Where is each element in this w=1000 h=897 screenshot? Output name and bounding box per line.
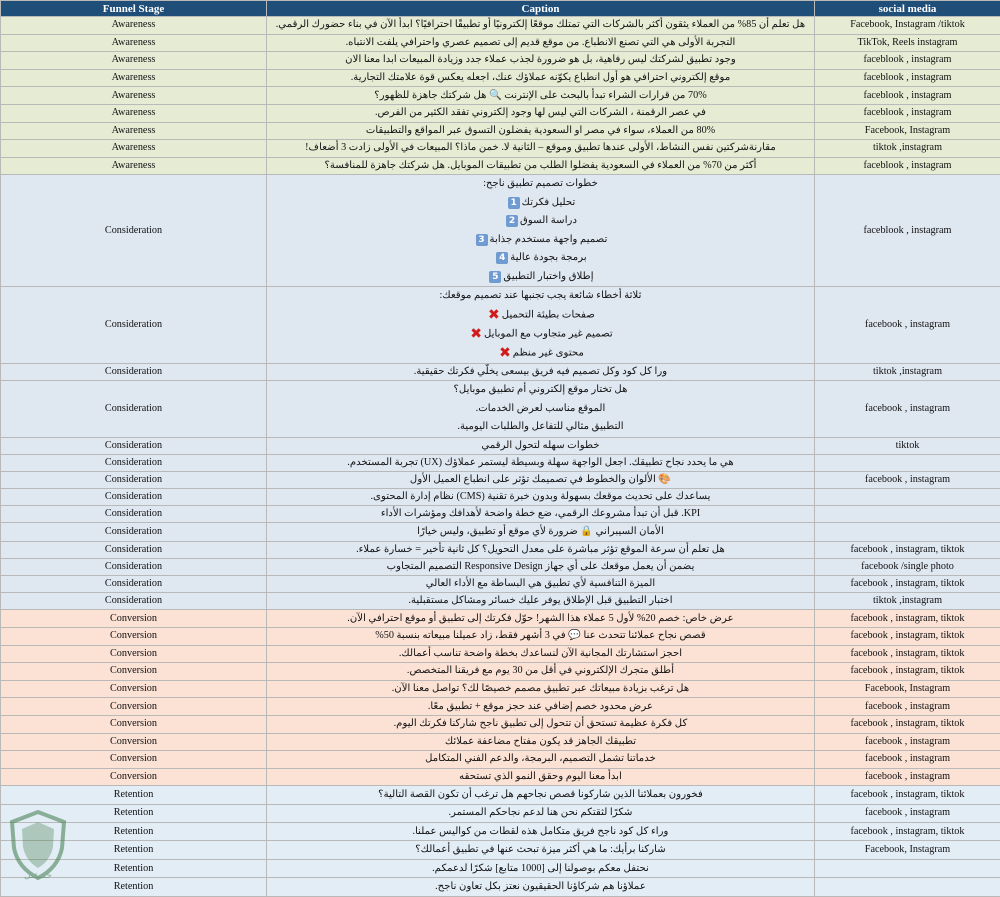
social-media-cell[interactable]: faceblook , instagram	[815, 52, 1000, 70]
caption-cell[interactable]: ابدأ معنا اليوم وحقق النمو الذي تستحقه	[267, 768, 815, 786]
funnel-stage-cell[interactable]: Conversion	[1, 698, 267, 716]
table-row	[1, 576, 1000, 593]
table-row	[1, 87, 1000, 105]
number-badge-icon: 4	[496, 252, 508, 264]
caption-cell[interactable]: التجربة الأولى هي التي تصنع الانطباع. من موقع قديم إلى تصميم عصري واحترافي يلفت الانتباه.	[267, 34, 815, 52]
social-media-cell[interactable]: facebook , instagram	[815, 698, 1000, 716]
caption-cell[interactable]	[267, 287, 815, 364]
social-media-cell[interactable]: TikTok, Reels instagram	[815, 34, 1000, 52]
caption-cell[interactable]: نحتفل معكم بوصولنا إلى [1000 متابع] شكرًا لدعمكم.	[267, 859, 815, 877]
social-media-cell[interactable]: Facebook, Instagram	[815, 841, 1000, 859]
funnel-stage-cell[interactable]: Consideration	[1, 175, 267, 287]
table-row	[1, 542, 1000, 559]
caption-cell[interactable]: 70% من قرارات الشراء تبدأ بالبحث على الإنترنت 🔍 هل شركتك جاهزة للظهور؟	[267, 87, 815, 105]
caption-line-text: هل تختار موقع إلكتروني أم تطبيق موبايل؟	[454, 384, 628, 395]
social-media-cell[interactable]: tiktok ,instagram	[815, 140, 1000, 158]
social-media-cell[interactable]	[815, 878, 1000, 896]
caption-cell[interactable]: يساعدك على تحديث موقعك بسهولة وبدون خبرة تقنية (CMS) نظام إدارة المحتوى.	[267, 488, 815, 505]
table-row	[1, 733, 1000, 751]
table-row	[1, 715, 1000, 733]
shield-logo-icon	[6, 808, 70, 882]
table-row	[1, 104, 1000, 122]
caption-cell[interactable]: هل تعلم أن سرعة الموقع تؤثر مباشرة على معدل التحويل؟ كل ثانية تأخير = خسارة عملاء.	[267, 542, 815, 559]
social-media-cell[interactable]: facebook , instagram	[815, 287, 1000, 364]
funnel-stage-cell[interactable]: Consideration	[1, 522, 267, 542]
funnel-stage-cell[interactable]: Conversion	[1, 610, 267, 628]
header-social-media[interactable]: social media	[815, 1, 1000, 17]
caption-cell[interactable]: شكرًا لثقتكم نحن هنا لدعم نجاحكم المستمر.	[267, 804, 815, 822]
table-row	[1, 859, 1000, 877]
social-media-cell[interactable]: facebook /single photo	[815, 559, 1000, 576]
table-row	[1, 69, 1000, 87]
funnel-stage-cell[interactable]: Retention	[1, 859, 267, 877]
caption-line	[270, 418, 811, 437]
funnel-stage-cell[interactable]: Consideration	[1, 576, 267, 593]
caption-cell[interactable]: مقارنةشركتين نفس النشاط، الأولى عندها تطبيق وموقع – الثانية لا. خمن ماذا؟ المبيعات في الأولى زادت 3 أضعاف!	[267, 140, 815, 158]
funnel-stage-cell[interactable]: Conversion	[1, 715, 267, 733]
caption-cell[interactable]: عرض خاص: خصم 20% لأول 5 عملاء هذا الشهر! حوّل فكرتك إلى تطبيق أو موقع احترافي الآن.	[267, 610, 815, 628]
caption-cell[interactable]: خطوات سهله لتحول الرقمي	[267, 437, 815, 454]
caption-line-text: إطلاق واختبار التطبيق	[503, 271, 593, 282]
social-media-cell[interactable]: facebook , instagram, tiktok	[815, 542, 1000, 559]
social-media-cell[interactable]: facebook , instagram, tiktok	[815, 715, 1000, 733]
caption-cell[interactable]: أطلق متجرك الإلكتروني في أقل من 30 يوم مع فريقنا المتخصص.	[267, 663, 815, 681]
funnel-stage-cell[interactable]: Consideration	[1, 471, 267, 488]
table-row	[1, 471, 1000, 488]
caption-line-text: تصميم واجهة مستخدم جذابة	[490, 234, 608, 245]
caption-cell[interactable]: هي ما يحدد نجاح تطبيقك. اجعل الواجهة سهلة وبسيطة ليستمر عملاؤك (UX) تجربة المستخدم.	[267, 454, 815, 471]
social-media-cell[interactable]	[815, 505, 1000, 522]
funnel-stage-cell[interactable]: Conversion	[1, 751, 267, 769]
caption-line	[270, 231, 811, 250]
social-media-cell[interactable]	[815, 454, 1000, 471]
number-badge-icon: 3	[476, 234, 488, 246]
funnel-stage-cell[interactable]: Awareness	[1, 52, 267, 70]
caption-line	[270, 400, 811, 419]
funnel-stage-cell[interactable]: Consideration	[1, 437, 267, 454]
funnel-stage-cell[interactable]: Retention	[1, 804, 267, 822]
funnel-stage-cell[interactable]: Retention	[1, 878, 267, 896]
social-media-cell[interactable]: faceblook , instagram	[815, 87, 1000, 105]
funnel-stage-cell[interactable]: Consideration	[1, 542, 267, 559]
table-row	[1, 157, 1000, 175]
funnel-stage-cell[interactable]: Conversion	[1, 768, 267, 786]
funnel-stage-cell[interactable]: Consideration	[1, 454, 267, 471]
caption-cell[interactable]: موقع إلكتروني احترافي هو أول انطباع يكوّنه عملاؤك عنك، اجعله يعكس قوة علامتك التجارية.	[267, 69, 815, 87]
table-row	[1, 786, 1000, 804]
table-row	[1, 122, 1000, 140]
caption-line-text: تصميم غير متجاوب مع الموبايل	[484, 329, 613, 340]
watermark-text: ﺧﺪ ﻋـﻞ	[24, 871, 52, 881]
funnel-stage-cell[interactable]: Conversion	[1, 627, 267, 645]
funnel-stage-cell[interactable]: Consideration	[1, 593, 267, 610]
funnel-stage-cell[interactable]: Awareness	[1, 157, 267, 175]
number-badge-icon: 5	[489, 271, 501, 283]
caption-cell[interactable]: الأمان السيبراني 🔒 ضرورة لأي موقع أو تطبيق، وليس خيارًا	[267, 522, 815, 542]
table-row	[1, 768, 1000, 786]
caption-line	[270, 175, 811, 194]
caption-line	[270, 344, 811, 363]
caption-cell[interactable]: اختبار التطبيق قبل الإطلاق يوفر عليك خسائر ومشاكل مستقبلية.	[267, 593, 815, 610]
funnel-stage-cell[interactable]: Retention	[1, 823, 267, 841]
caption-cell[interactable]: وجود تطبيق لشركتك ليس رفاهية، بل هو ضرورة لجذب عملاء جدد وزيادة المبيعات ابدا معنا الان	[267, 52, 815, 70]
table-row	[1, 593, 1000, 610]
funnel-stage-cell[interactable]: Consideration	[1, 381, 267, 438]
funnel-stage-cell[interactable]: Conversion	[1, 733, 267, 751]
social-media-cell[interactable]: faceblook , instagram	[815, 175, 1000, 287]
table-row	[1, 663, 1000, 681]
table-row	[1, 34, 1000, 52]
table-row	[1, 823, 1000, 841]
social-media-cell[interactable]: facebook , instagram	[815, 733, 1000, 751]
social-media-cell[interactable]: tiktok	[815, 437, 1000, 454]
funnel-stage-cell[interactable]: Conversion	[1, 645, 267, 663]
funnel-stage-cell[interactable]: Awareness	[1, 87, 267, 105]
caption-cell[interactable]	[267, 381, 815, 438]
social-media-cell[interactable]	[815, 859, 1000, 877]
caption-cell[interactable]: 80% من العملاء، سواء في مصر او السعودية يفضلون التسوق عبر المواقع والتطبيقات	[267, 122, 815, 140]
social-media-cell[interactable]	[815, 488, 1000, 505]
caption-cell[interactable]: فخورون بعملائنا الذين شاركونا قصص نجاحهم هل ترغب أن تكون القصة التالية؟	[267, 786, 815, 804]
funnel-stage-cell[interactable]: Awareness	[1, 17, 267, 35]
table-row	[1, 878, 1000, 896]
table-row	[1, 488, 1000, 505]
caption-line	[270, 287, 811, 306]
caption-line-text: خطوات تصميم تطبيق ناجح:	[483, 178, 598, 189]
social-media-cell[interactable]: facebook , instagram, tiktok	[815, 663, 1000, 681]
caption-cell[interactable]: قصص نجاح عملائنا تتحدث عنا 💬 في 3 أشهر فقط، زاد عميلنا مبيعاته بنسبة 50%	[267, 627, 815, 645]
social-media-cell[interactable]: faceblook , instagram	[815, 157, 1000, 175]
funnel-stage-cell[interactable]: Awareness	[1, 104, 267, 122]
number-badge-icon: 1	[508, 197, 520, 209]
table-row	[1, 680, 1000, 698]
table-row	[1, 17, 1000, 35]
funnel-stage-cell[interactable]: Consideration	[1, 287, 267, 364]
table-row	[1, 505, 1000, 522]
social-media-cell[interactable]: Facebook, Instagram /tiktok	[815, 17, 1000, 35]
social-media-cell[interactable]: tiktok ,instagram	[815, 593, 1000, 610]
table-row	[1, 610, 1000, 628]
social-media-cell[interactable]: facebook , instagram	[815, 471, 1000, 488]
caption-cell[interactable]: هل تعلم أن 85% من العملاء يثقون أكثر بالشركات التي تمتلك موقعًا إلكترونيًا أو تطبيقًا احترافيًا؟ ابدأ الآن في بناء حضورك الرقمي.	[267, 17, 815, 35]
table-row	[1, 454, 1000, 471]
social-media-cell[interactable]: facebook , instagram, tiktok	[815, 786, 1000, 804]
social-media-cell[interactable]: facebook , instagram, tiktok	[815, 823, 1000, 841]
table-row	[1, 559, 1000, 576]
table-row	[1, 751, 1000, 769]
funnel-stage-cell[interactable]: Awareness	[1, 122, 267, 140]
funnel-stage-cell[interactable]: Awareness	[1, 140, 267, 158]
table-row	[1, 364, 1000, 381]
caption-cell[interactable]: شاركنا برأيك: ما هي أكثر ميزة تبحث عنها في تطبيق أعمالك؟	[267, 841, 815, 859]
caption-line	[270, 325, 811, 344]
caption-cell[interactable]: يضمن أن يعمل موقعك على أي جهاز Responsive Design التصميم المتجاوب	[267, 559, 815, 576]
caption-line	[270, 381, 811, 400]
caption-line	[270, 306, 811, 325]
caption-line	[270, 249, 811, 268]
caption-line-text: الموقع مناسب لعرض الخدمات.	[476, 403, 606, 414]
caption-line-text: تحليل فكرتك	[522, 197, 576, 208]
caption-cell[interactable]: الميزة التنافسية لأي تطبيق هي البساطة مع الأداء العالي	[267, 576, 815, 593]
caption-line-text: محتوى غير منظم	[513, 348, 584, 359]
table-row	[1, 52, 1000, 70]
table-row	[1, 522, 1000, 542]
funnel-stage-cell[interactable]: Consideration	[1, 505, 267, 522]
caption-cell[interactable]: في عصر الرقمنة ، الشركات التي ليس لها وجود إلكتروني تفقد الكثير من الفرص.	[267, 104, 815, 122]
number-badge-icon: 2	[506, 215, 518, 227]
caption-line-text: برمجة بجودة عالية	[510, 252, 586, 263]
table-row	[1, 287, 1000, 364]
funnel-stage-cell[interactable]: Awareness	[1, 69, 267, 87]
table-row	[1, 140, 1000, 158]
table-body	[1, 17, 1000, 897]
social-media-cell[interactable]: Facebook, Instagram	[815, 122, 1000, 140]
caption-cell[interactable]: KPI. قبل أن تبدأ مشروعك الرقمي، ضع خطة واضحة لأهدافك ومؤشرات الأداء	[267, 505, 815, 522]
caption-cell[interactable]: 🎨 الألوان والخطوط في تصميمك تؤثر على انطباع العميل الأول	[267, 471, 815, 488]
table-row	[1, 175, 1000, 287]
caption-line-text: التطبيق مثالي للتفاعل والطلبات اليومية.	[457, 421, 623, 432]
funnel-stage-cell[interactable]: Consideration	[1, 488, 267, 505]
caption-cell[interactable]: احجز استشارتك المجانية الآن لنساعدك بخطة واضحة تناسب أعمالك.	[267, 645, 815, 663]
caption-line	[270, 212, 811, 231]
caption-cell[interactable]: تطبيقك الجاهز قد يكون مفتاح مضاعفة عملائك	[267, 733, 815, 751]
caption-cell[interactable]: عرض محدود خصم إضافي عند حجز موقع + تطبيق معًا.	[267, 698, 815, 716]
social-media-cell[interactable]: facebook , instagram, tiktok	[815, 610, 1000, 628]
table-row	[1, 437, 1000, 454]
funnel-stage-cell[interactable]: Conversion	[1, 663, 267, 681]
cross-mark-icon: ✖	[488, 307, 500, 323]
caption-line	[270, 268, 811, 287]
caption-cell[interactable]: خدماتنا تشمل التصميم، البرمجة، والدعم الفني المتكامل	[267, 751, 815, 769]
social-media-cell[interactable]: faceblook , instagram	[815, 69, 1000, 87]
funnel-stage-cell[interactable]: Consideration	[1, 364, 267, 381]
caption-line-text: صفحات بطيئة التحميل	[502, 310, 595, 321]
caption-cell[interactable]: ورا كل كود وكل تصميم فيه فريق بيسعى يخلّي فكرتك حقيقية.	[267, 364, 815, 381]
table-row	[1, 645, 1000, 663]
caption-line	[270, 194, 811, 213]
social-media-cell[interactable]: facebook , instagram	[815, 751, 1000, 769]
funnel-stage-cell[interactable]: Retention	[1, 841, 267, 859]
social-media-cell[interactable]: tiktok ,instagram	[815, 364, 1000, 381]
social-media-cell[interactable]: Facebook, Instagram	[815, 680, 1000, 698]
caption-cell[interactable]	[267, 175, 815, 287]
cross-mark-icon: ✖	[470, 326, 482, 342]
caption-cell[interactable]: أكثر من 70% من العملاء في السعودية يفضلوا الطلب من تطبيقات الموبايل. هل شركتك جاهزة للمنافسة؟	[267, 157, 815, 175]
caption-line-text: دراسة السوق	[520, 215, 577, 226]
social-media-cell[interactable]: facebook , instagram, tiktok	[815, 576, 1000, 593]
caption-cell[interactable]: عملاؤنا هم شركاؤنا الحقيقيون نعتز بكل تعاون ناجح.	[267, 878, 815, 896]
social-media-cell[interactable]: facebook , instagram	[815, 381, 1000, 438]
social-media-cell[interactable]: facebook , instagram, tiktok	[815, 627, 1000, 645]
social-media-cell[interactable]: facebook , instagram	[815, 804, 1000, 822]
funnel-stage-cell[interactable]: Consideration	[1, 559, 267, 576]
social-media-cell[interactable]	[815, 522, 1000, 542]
social-media-cell[interactable]: facebook , instagram	[815, 768, 1000, 786]
funnel-stage-cell[interactable]: Conversion	[1, 680, 267, 698]
caption-cell[interactable]: وراء كل كود ناجح فريق متكامل هذه لقطات من كواليس عملنا.	[267, 823, 815, 841]
header-caption[interactable]: Caption	[267, 1, 815, 17]
table-row	[1, 804, 1000, 822]
caption-line-text: ثلاثة أخطاء شائعة يجب تجنبها عند تصميم موقعك:	[440, 290, 642, 301]
header-funnel-stage[interactable]: Funnel Stage	[1, 1, 267, 17]
table-row	[1, 627, 1000, 645]
social-media-cell[interactable]: facebook , instagram, tiktok	[815, 645, 1000, 663]
table-row	[1, 381, 1000, 438]
caption-cell[interactable]: هل ترغب بزيادة مبيعاتك عبر تطبيق مصمم خصيصًا لك؟ تواصل معنا الآن.	[267, 680, 815, 698]
header-row	[1, 1, 1000, 17]
table-row	[1, 841, 1000, 859]
funnel-stage-cell[interactable]: Awareness	[1, 34, 267, 52]
caption-cell[interactable]: كل فكرة عظيمة تستحق أن تتحول إلى تطبيق ناجح شاركنا فكرتك اليوم.	[267, 715, 815, 733]
table-row	[1, 698, 1000, 716]
cross-mark-icon: ✖	[499, 345, 511, 361]
social-media-cell[interactable]: faceblook , instagram	[815, 104, 1000, 122]
funnel-stage-cell[interactable]: Retention	[1, 786, 267, 804]
